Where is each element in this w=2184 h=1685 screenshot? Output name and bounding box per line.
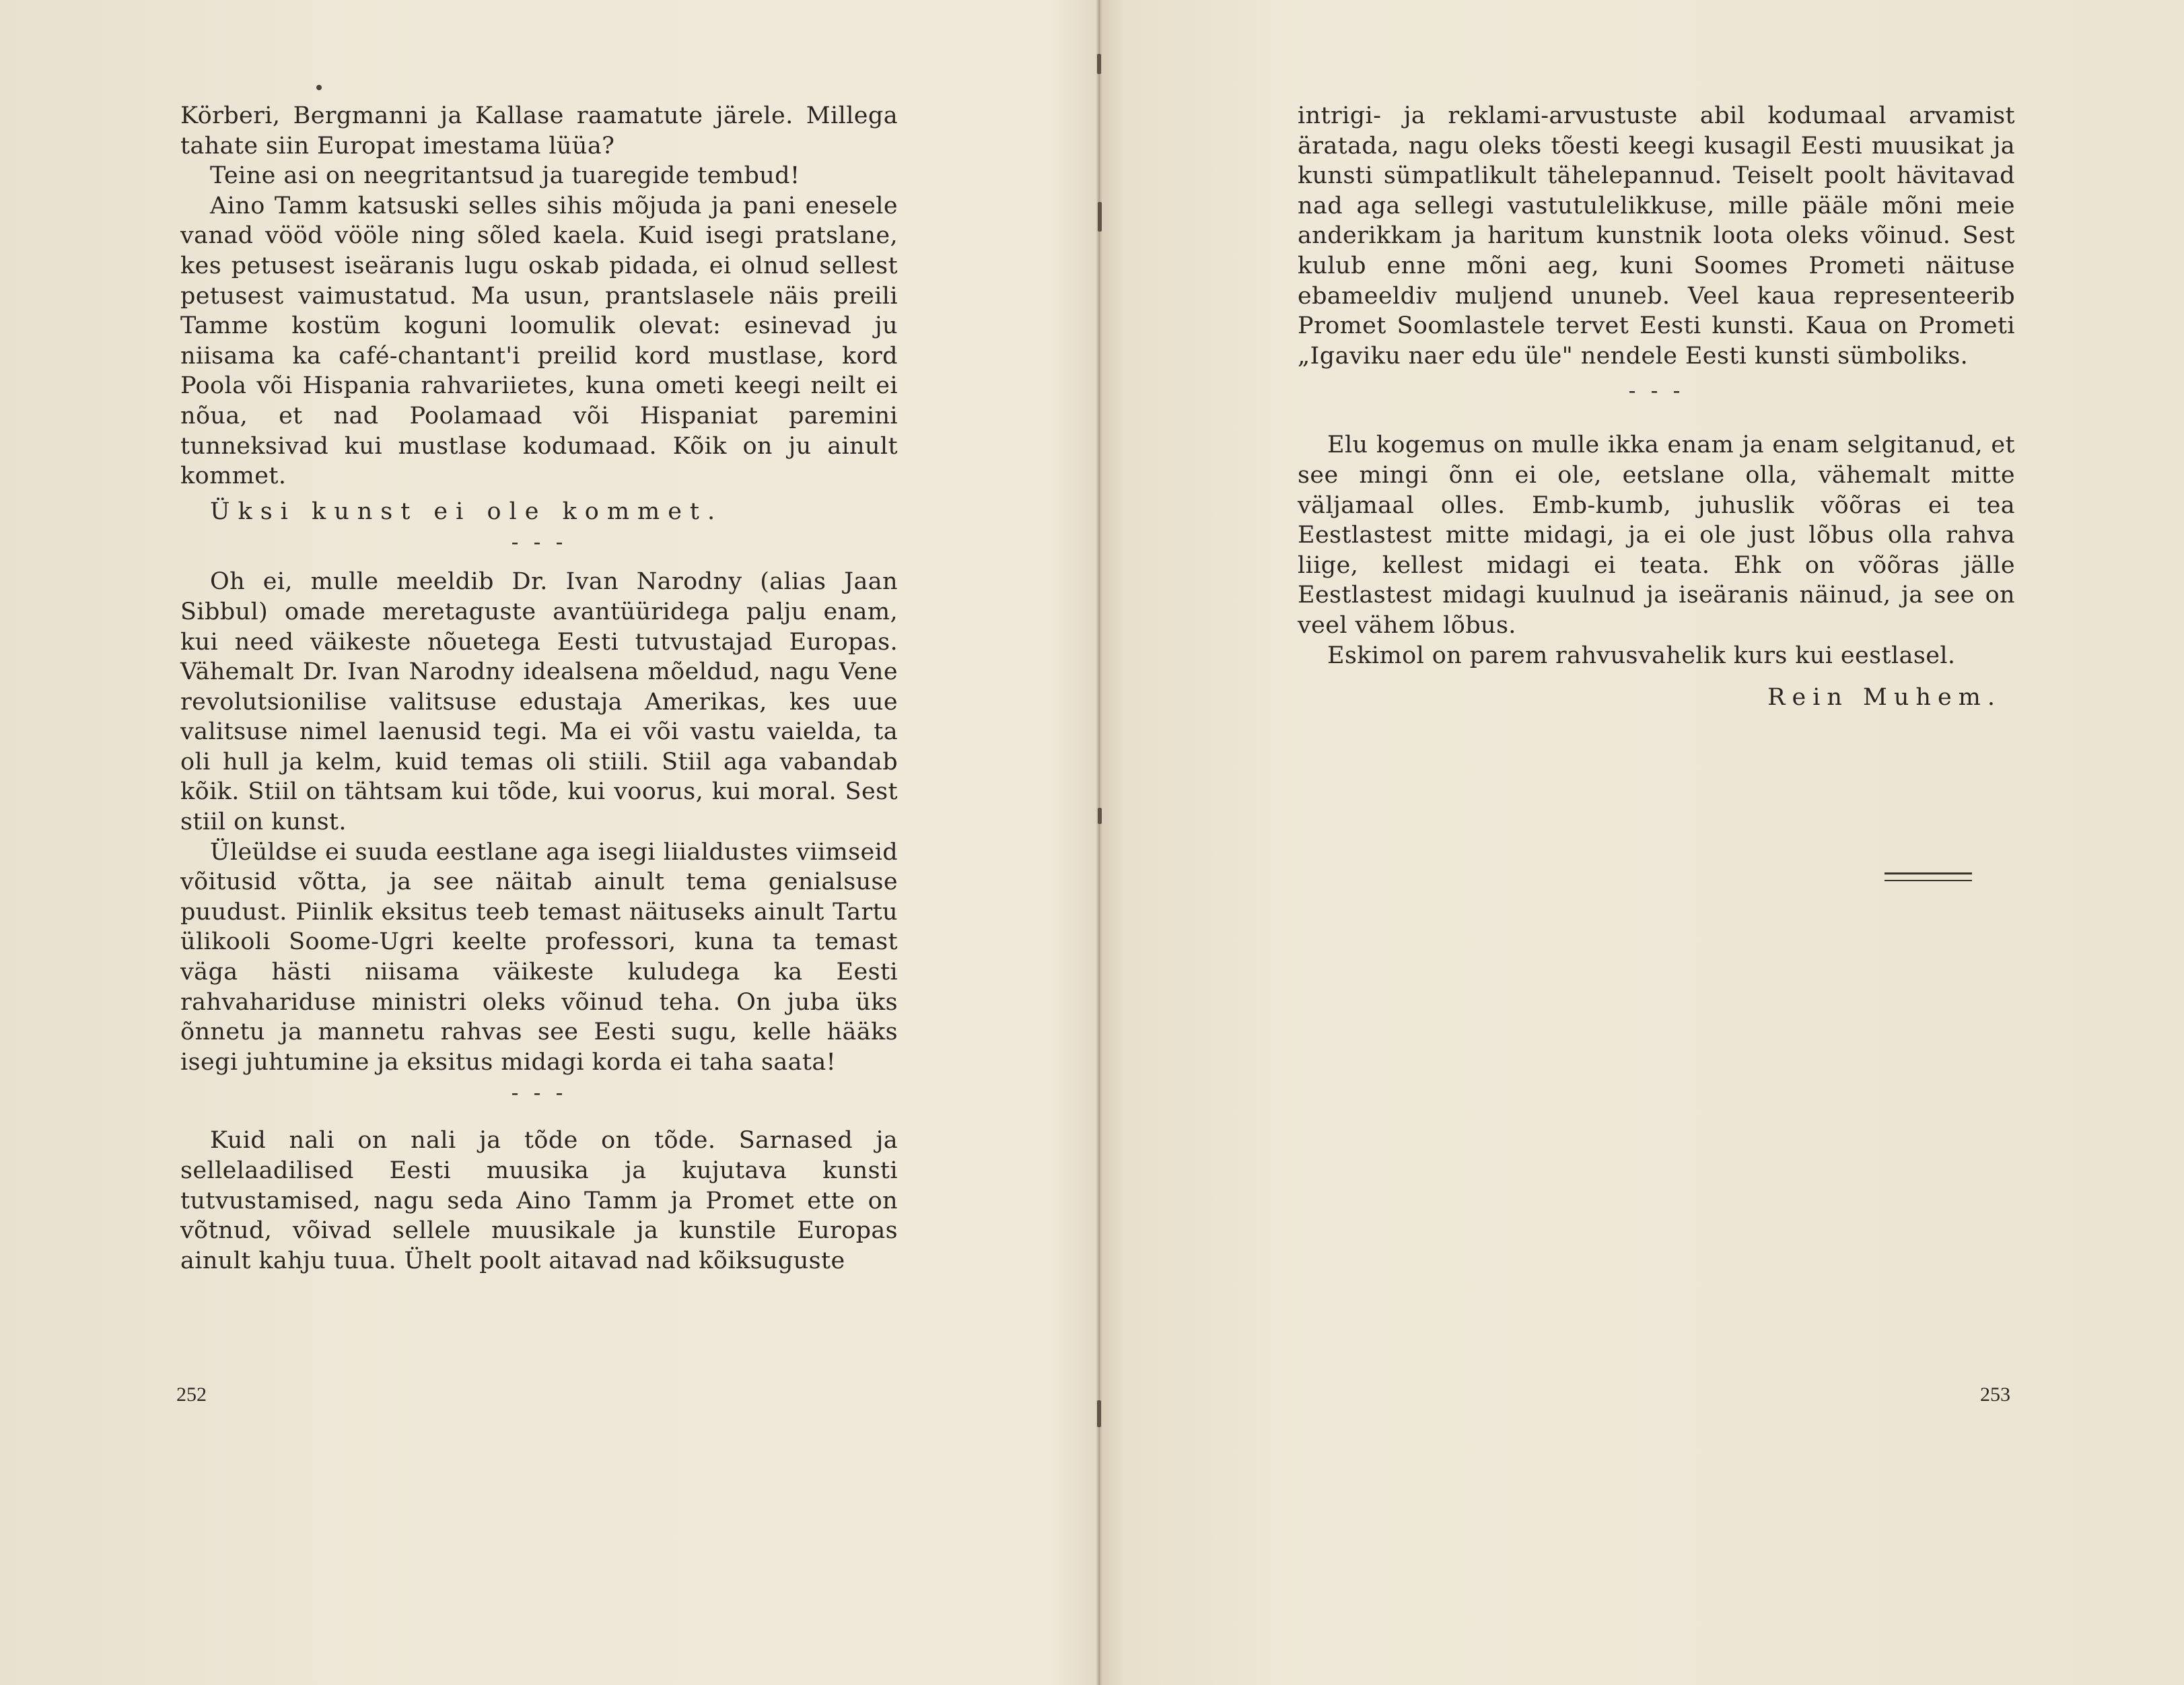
paragraph: Elu kogemus on mulle ikka enam ja enam selgitanud, et see mingi õnn ei ole, eetslane olla, vähemalt mitte väljamaal olles. Emb-kumb, juhuslik võõras ei tea Eestlastest mitte midagi, ja ei ole just lõbus olla rahva liige, kellest midagi ei teata. Ehk on võõras jälle Eestlastest midagi kuulnud ja iseäranis näinud, ja see on veel vähem lõbus. [1298, 432, 2015, 639]
book-gutter [1096, 0, 1102, 1685]
spaced-line: Üksi kunst ei ole kommet. [210, 497, 724, 525]
gutter-mark [1098, 808, 1102, 824]
paragraph: Teine asi on neegritantsud ja tuaregide tembud! [210, 162, 800, 190]
paragraph: Oh ei, mulle meeldib Dr. Ivan Narodny (alias Jaan Sibbul) omade meretaguste avantüüridega palju enam, kui need väikeste nõuetega Eesti tutvustajad Europas. Vähemalt Dr. Ivan Narodny idealsena mõeldud, nagu Vene revolutsionilise valitsuse edustaja Amerikas, kes uue valitsuse nimel laenusid tegi. Ma ei või vastu vaielda, ta oli hull ja kelm, kuid temas oli stiili. Stiil aga vabandab kõik. Stiil on tähtsam kui tõde, kui voorus, kui moral. Sest stiil on kunst. [180, 568, 898, 836]
paragraph: intrigi- ja reklami-arvustuste abil kodumaal arvamist äratada, nagu oleks tõesti keegi kusagil Eesti muusikat ja kunsti sümpatlikult tähelepannud. Teiselt poolt hävitavad nad aga sellegi vastutulelikkuse, mille pääle mõni meie anderikkam ja haritum kunstnik loota oleks võinud. Sest kulub enne mõni aeg, kuni Soomes Prometi näituse ebameeldiv muljend ununeb. Veel kaua representeerib Promet Soomlastele tervet Eesti kunsti. Kaua on Prometi „Igaviku naer edu üle" nendele Eesti kunsti sümboliks. [1298, 102, 2015, 370]
paragraph: Eskimol on parem rahvusvahelik kurs kui eestlasel. [1327, 642, 1956, 669]
gutter-mark [1098, 202, 1102, 232]
author-signature: Rein Muhem. [1767, 684, 2002, 712]
paragraph: Üleüldse ei suuda eestlane aga isegi liialdustes viimseid võitusid võtta, ja see näitab ainult tema genialsuse puudust. Piinlik eksitus teeb temast näituseks ainult Tartu ülikooli Soome-Ugri keelte professori, kuna ta temast väga hästi niisama väikeste kuludega ka Eesti rahvahariduse ministri oleks võinud teha. On juba üks õnnetu ja mannetu rahvas see Eesti sugu, kelle hääks isegi juhtumine ja eksitus midagi korda ei taha saata! [180, 838, 898, 1076]
page-number: 253 [1980, 1383, 2010, 1406]
paragraph: Aino Tamm katsuski selles sihis mõjuda ja pani enesele vanad vööd vööle ning sõled kaela. Kuid isegi pratslane, kes petusest iseäranis lugu oskab pidada, ei olnud sellest petusest vaimustatud. Ma usun, prantslasele näis preili Tamme kostüm koguni loomulik olevat: esinevad ju niisama ka café-chantant'i preilid kord mustlase, kord Poola või Hispania rahvariietes, kuna ometi keegi neilt ei nõua, et nad Poolamaad või Hispaniat paremini tunneksivad kui mustlase kodumaad. Kõik on ju ainult kommet. [180, 192, 898, 490]
left-page [180, 101, 898, 1276]
section-separator: - - - [1628, 378, 1685, 404]
paragraph: Körberi, Bergmanni ja Kallase raamatute järele. Millega tahate siin Europat imestama lüüa? [180, 102, 898, 160]
gutter-mark [1097, 54, 1101, 74]
page-number: 252 [176, 1383, 207, 1406]
gutter-mark [1097, 1400, 1101, 1427]
paragraph: Kuid nali on nali ja tõde on tõde. Sarnased ja sellelaadilised Eesti muusika ja kujutava kunsti tutvustamised, nagu seda Aino Tamm ja Promet ette on võtnud, võivad sellele muusikale ja kunstile Europas ainult kahju tuua. Ühelt poolt aitavad nad kõiksuguste [180, 1127, 898, 1274]
section-separator: - - - [511, 1080, 567, 1106]
end-rule [1884, 872, 1972, 881]
ink-dot [316, 85, 322, 90]
section-separator: - - - [511, 529, 567, 555]
right-page [1298, 101, 2015, 711]
